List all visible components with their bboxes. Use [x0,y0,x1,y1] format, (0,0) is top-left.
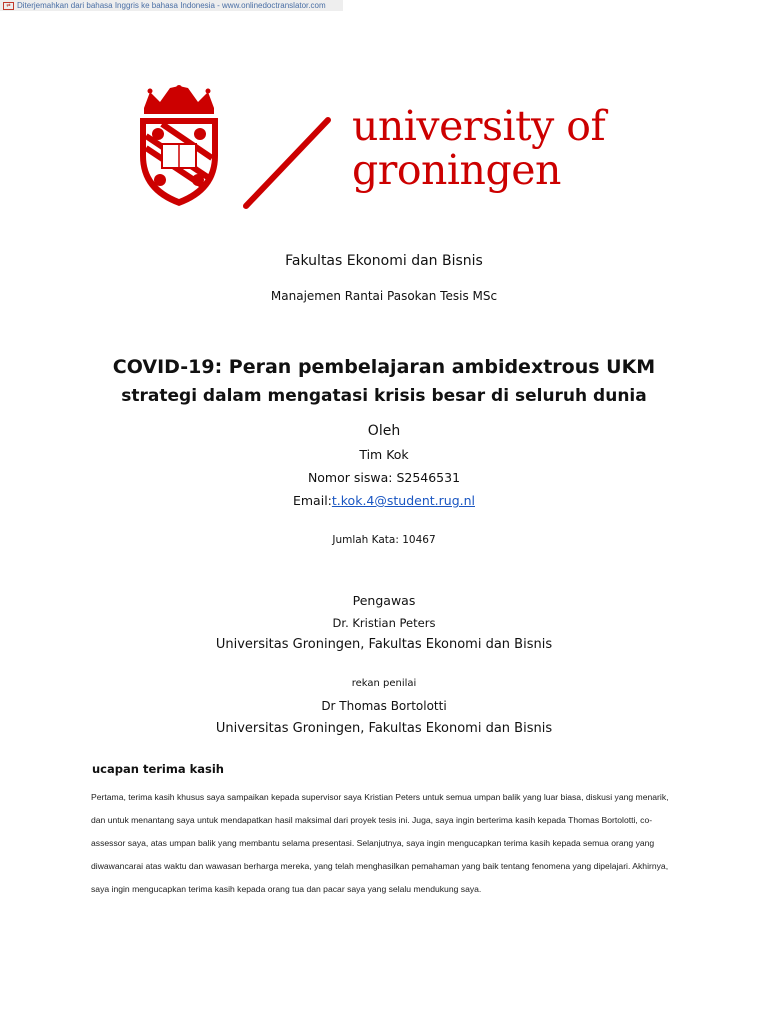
supervisor-affiliation: Universitas Groningen, Fakultas Ekonomi dan Bisnis [215,637,553,652]
co-assessor-affiliation: Universitas Groningen, Fakultas Ekonomi dan Bisnis [215,721,553,736]
acknowledgements-heading: ucapan terima kasih [92,762,224,776]
email-link[interactable]: t.kok.4@student.rug.nl [331,493,475,508]
translation-banner-text: Diterjemahkan dari bahasa Inggris ke bahasa Indonesia - www.onlinedoctranslator.com [17,1,326,10]
supervisor-name: Dr. Kristian Peters [332,616,436,630]
translation-banner[interactable] [0,0,343,11]
program-name: Manajemen Rantai Pasokan Tesis MSc [270,289,498,303]
email-line [0,493,768,508]
university-wordmark [352,104,605,192]
wordmark-line-2: groningen [352,146,561,194]
acknowledgements-body: Pertama, terima kasih khusus saya sampaikan kepada supervisor saya Kristian Peters untuk semua umpan balik yang luar biasa, diskusi yang menarik, dan untuk menantang saya untuk mendapatkan hasil maksimal dari proyek tesis ini. Juga, saya ingin berterima kasih kepada Thomas Bortolotti, co-assessor saya, atas umpan balik yang membantu selama presentasi. Selanjutnya, saya ingin mengucapkan terima kasih kepada semua orang yang diwawancarai atas waktu dan wawasan berharga mereka, yang telah menghasilkan pemahaman yang baik tentang fenomena yang dipelajari. Akhirnya, saya ingin mengucapkan terima kasih kepada orang tua dan pacar saya yang selalu mendukung saya. [91,792,669,894]
faculty-name: Fakultas Ekonomi dan Bisnis [285,253,483,269]
author-name: Tim Kok [359,447,409,462]
email-label: Email: [292,493,332,508]
student-number: Nomor siswa: S2546531 [307,470,461,485]
by-label: Oleh [367,423,401,439]
co-assessor-label: rekan penilai [351,678,417,689]
thesis-title-line-1: COVID-19: Peran pembelajaran ambidextrous UKM [112,356,656,378]
supervisor-label: Pengawas [352,593,416,608]
word-count: Jumlah Kata: 10467 [332,534,436,546]
wordmark-line-1: university of [352,102,606,150]
co-assessor-name: Dr Thomas Bortolotti [321,699,447,713]
university-crest-icon [136,84,332,210]
document-translate-icon: ⇄ [3,2,14,10]
thesis-title-line-2: strategi dalam mengatasi krisis besar di seluruh dunia [121,386,647,406]
